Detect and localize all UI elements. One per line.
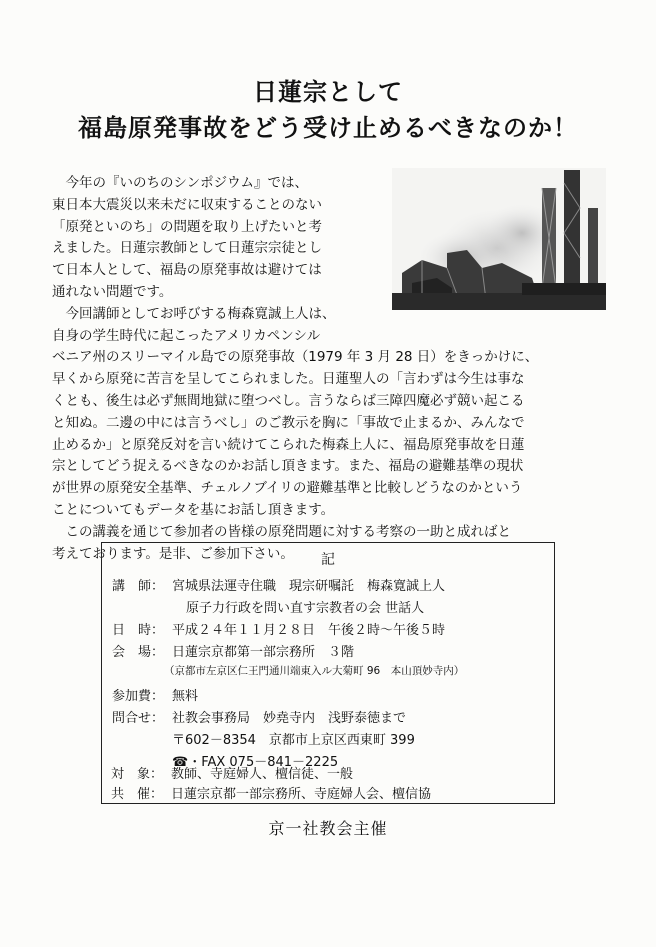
- cohost-row: [111, 783, 431, 802]
- contact-row: [112, 707, 406, 726]
- fee-value: 無料: [172, 689, 199, 704]
- intro-line: この講義を通じて参加者の皆様の原発問題に対する考察の一助と成ればと: [65, 523, 511, 540]
- lecturer-row: [112, 575, 445, 594]
- intro-line: が世界の原発安全基準、チェルノブイリの避難基準と比較しどうなのかという: [52, 480, 523, 497]
- intro-line: えました。日蓮宗教師として日蓮宗宗徒とし: [52, 240, 322, 257]
- venue-row: [112, 641, 354, 660]
- intro-line: 止めるか」と原発反対を言い続けてこられた梅森上人に、福島原発事故を日蓮: [52, 436, 525, 453]
- intro-line: 「原発といのち」の問題を取り上げたいと考: [52, 218, 322, 235]
- lecturer-label: 講 師：: [112, 579, 165, 594]
- title-line-2: 福島原発事故をどう受け止めるべきなのか！: [78, 114, 578, 142]
- contact-label: 問合せ：: [112, 711, 165, 726]
- lecturer-value: 宮城県法運寺住職 現宗研嘱託 梅森寛誠上人: [172, 579, 446, 594]
- venue-address: （京都市左京区仁王門通川端東入ル大菊町 96 本山頂妙寺内）: [164, 665, 465, 677]
- intro-line: 今年の『いのちのシンポジウム』では、: [65, 175, 309, 191]
- date-value: 平成２４年１１月２８日 午後２時～午後５時: [172, 623, 446, 638]
- target-row: [111, 763, 353, 782]
- contact-value: 社教会事務局 妙堯寺内 浅野泰徳まで: [172, 711, 407, 726]
- sponsor: 京一社教会主催: [268, 819, 388, 838]
- contact-address: 〒602－8354 京都市上京区西東町 399: [172, 733, 415, 748]
- date-row: [112, 619, 445, 638]
- venue-value: 日蓮宗京都第一部宗務所 ３階: [172, 645, 355, 660]
- intro-line: 宗としてどう捉えるべきなのかお話し頂きます。また、福島の避難基準の現状: [52, 458, 524, 475]
- venue-label: 会 場：: [112, 645, 165, 660]
- contact-phone: ☎・FAX 075－841－2225: [172, 755, 339, 770]
- intro-line: て日本人として、福島の原発事故は避けては: [52, 262, 322, 279]
- cohost-value: 日蓮宗京都一部宗務所、寺庭婦人会、檀信協: [171, 787, 432, 802]
- intro-line: ベニア州のスリーマイル島での原発事故（1979 年 3 月 28 日）をきっかけに、: [52, 349, 539, 366]
- intro-line: 通れない問題です。: [52, 283, 173, 300]
- intro-text: [52, 173, 612, 565]
- intro-line: くとも、後生は必ず無間地獄に堕つべし。言うならば三障四魔必ず競い起こる: [52, 392, 525, 409]
- target-label: 対 象：: [111, 767, 164, 782]
- cohost-label: 共 催：: [111, 787, 164, 802]
- intro-line: 今回講師としてお呼びする梅森寛誠上人は、: [65, 305, 336, 322]
- title-line-1: 日蓮宗として: [253, 78, 403, 106]
- intro-line: 東日本大震災以来未だに収束することのない: [52, 196, 322, 213]
- intro-line: 早くから原発に苦言を呈してこられました。日蓮聖人の「言わずは今生は事な: [52, 371, 525, 388]
- intro-line: 自身の学生時代に起こったアメリカペンシル: [52, 327, 321, 344]
- lecturer-role: 原子力行政を問い直す宗教者の会 世話人: [186, 601, 425, 616]
- date-label: 日 時：: [112, 623, 165, 638]
- target-value: 教師、寺庭婦人、檀信徒、一般: [171, 767, 354, 782]
- details-heading: 記: [321, 552, 335, 568]
- intro-line: ことについてもデータを基にお話し頂きます。: [52, 501, 335, 518]
- fee-row: [112, 685, 198, 704]
- intro-line: と知ぬ。二邊の中には言うべし」のご教示を胸に「事故で止まるか、みんなで: [52, 414, 525, 431]
- fee-label: 参加費：: [112, 689, 165, 704]
- intro-line: 考えております。是非、ご参加下さい。: [52, 545, 294, 562]
